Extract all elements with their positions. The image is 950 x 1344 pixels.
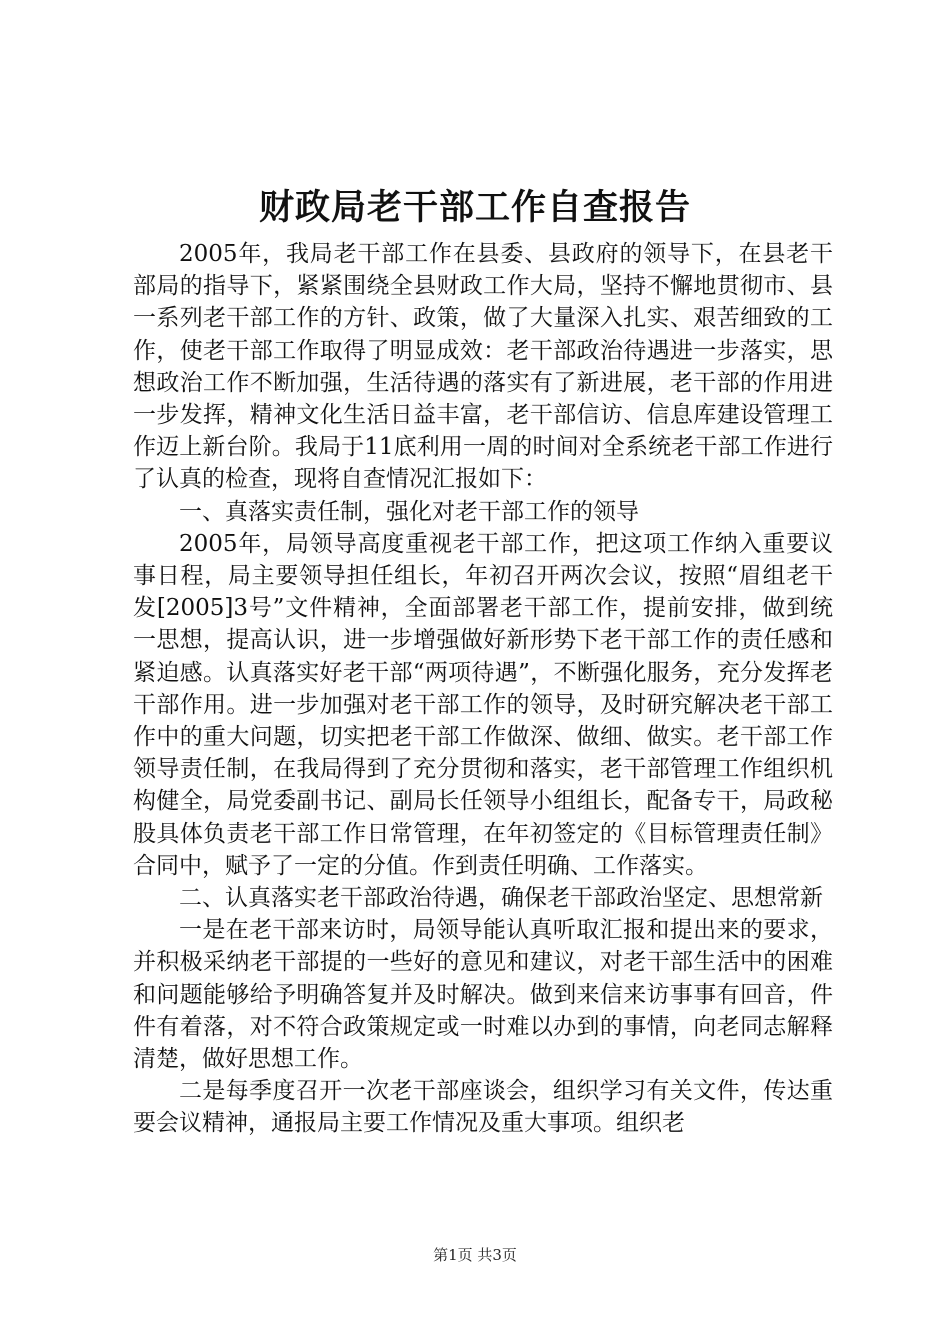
paragraph-item-2: 二是每季度召开一次老干部座谈会，组织学习有关文件，传达重要会议精神，通报局主要工作情况及重大事项。组织老 <box>133 1078 833 1137</box>
paragraph-intro: 2005年，我局老干部工作在县委、县政府的领导下，在县老干部局的指导下，紧紧围绕全县财政工作大局，坚持不懈地贯彻市、县一系列老干部工作的方针、政策，做了大量深入扎实、艰苦细致的工作，使老干部工作取得了明显成效：老干部政治待遇进一步落实，思想政治工作不断加强，生活待遇的落实有了新进展，老干部的作用进一步发挥，精神文化生活日益丰富，老干部信访、信息库建设管理工作迈上新台阶。我局于11底利用一周的时间对全系统老干部工作进行了认真的检查，现将自查情况汇报如下： <box>133 241 833 493</box>
paragraph-item-1: 一是在老干部来访时，局领导能认真听取汇报和提出来的要求，并积极采纳老干部提的一些好的意见和建议，对老干部生活中的困难和问题能够给予明确答复并及时解决。做到来信来访事事有回音，件件有着落，对不符合政策规定或一时难以办到的事情，向老同志解释清楚，做好思想工作。 <box>133 917 833 1073</box>
section-heading-2: 二、认真落实老干部政治待遇，确保老干部政治坚定、思想常新 <box>179 885 823 912</box>
page-footer: 第1页 共3页 <box>433 1246 517 1264</box>
section-heading-1: 一、真落实责任制，强化对老干部工作的领导 <box>179 498 639 525</box>
paragraph-section-1: 2005年，局领导高度重视老干部工作，把这项工作纳入重要议事日程，局主要领导担任组长，年初召开两次会议，按照“眉组老干发[2005]3号”文件精神，全面部署老干部工作，提前安排，做到统一思想，提高认识，进一步增强做好新形势下老干部工作的责任感和紧迫感。认真落实好老干部“两项待遇”，不断强化服务，充分发挥老干部作用。进一步加强对老干部工作的领导，及时研究解决老干部工作中的重大问题，切实把老干部工作做深、做细、做实。老干部工作领导责任制，在我局得到了充分贯彻和落实，老干部管理工作组织机构健全，局党委副书记、副局长任领导小组组长，配备专干，局政秘股具体负责老干部工作日常管理，在年初签定的《目标管理责任制》合同中，赋予了一定的分值。作到责任明确、工作落实。 <box>133 530 833 879</box>
document-body <box>133 238 833 1140</box>
document-title: 财政局老干部工作自查报告 <box>258 187 691 228</box>
